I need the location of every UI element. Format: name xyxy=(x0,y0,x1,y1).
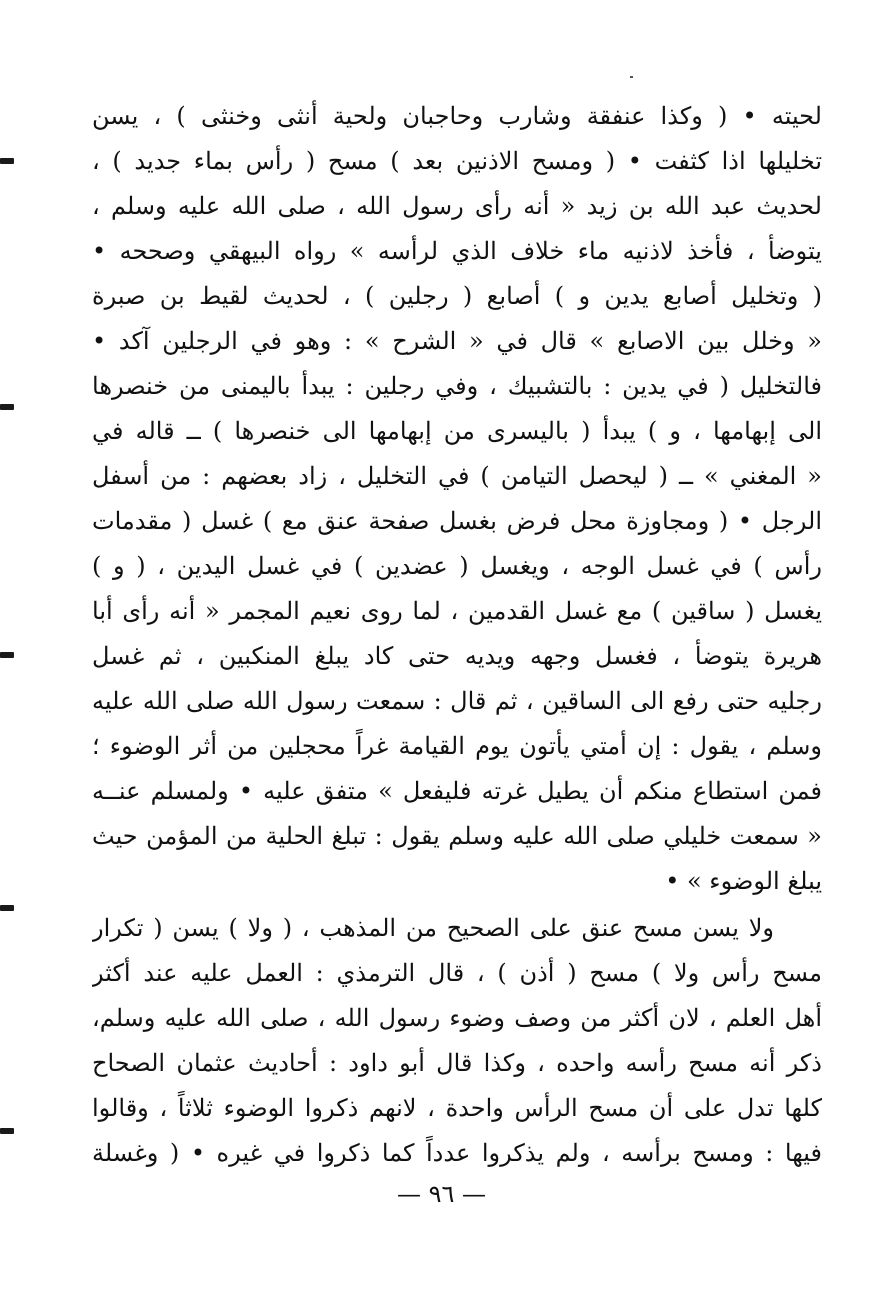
page-number: — ٩٦ — xyxy=(396,1180,487,1208)
text-line: فيها : ومسح برأسه ، ولم يذكروا عدداً كما ذكروا في غيره • ( وغسلة xyxy=(92,1139,822,1167)
text-line: مسح رأس ولا ) مسح ( أذن ) ، قال الترمذي : العمل عليه عند أكثر xyxy=(92,959,822,987)
binding-mark xyxy=(0,905,14,911)
text-line: وسلم ، يقول : إن أمتي يأتون يوم القيامة غراً محجلين من أثر الوضوء ؛ xyxy=(92,732,822,760)
paper-speck xyxy=(630,76,633,78)
text-line: يتوضأ ، فأخذ لاذنيه ماء خلاف الذي لرأسه » رواه البيهقي وصححه • xyxy=(92,237,822,265)
text-line: « سمعت خليلي صلى الله عليه وسلم يقول : تبلغ الحلية من المؤمن حيث xyxy=(92,822,822,850)
text-line: الى إبهامها ، و ) يبدأ ( باليسرى من إبهامها الى خنصرها ) ــ قاله في xyxy=(92,417,822,445)
text-line: فمن استطاع منكم أن يطيل غرته فليفعل » متفق عليه • ولمسلم عنــه xyxy=(92,777,822,805)
text-line: يغسل ( ساقين ) مع غسل القدمين ، لما روى نعيم المجمر « أنه رأى أبا xyxy=(92,597,822,625)
text-line: رأس ) في غسل الوجه ، ويغسل ( عضدين ) في غسل اليدين ، ( و ) xyxy=(92,552,822,580)
text-line: هريرة يتوضأ ، فغسل وجهه ويديه حتى كاد يبلغ المنكبين ، ثم غسل xyxy=(92,642,822,670)
paragraph-1 xyxy=(92,94,822,904)
text-line: رجليه حتى رفع الى الساقين ، ثم قال : سمعت رسول الله صلى الله عليه xyxy=(92,687,822,715)
text-line: كلها تدل على أن مسح الرأس واحدة ، لانهم ذكروا الوضوء ثلاثاً ، وقالوا xyxy=(92,1094,822,1122)
text-line: « وخلل بين الاصابع » قال في « الشرح » : وهو في الرجلين آكد • xyxy=(92,327,822,355)
binding-mark xyxy=(0,404,14,410)
text-line: تخليلها اذا كثفت • ( ومسح الاذنين بعد ) مسح ( رأس بماء جديد ) ، xyxy=(92,147,822,175)
binding-mark xyxy=(0,158,14,164)
paragraph-2 xyxy=(92,906,822,1176)
text-line: ذكر أنه مسح رأسه واحده ، وكذا قال أبو داود : أحاديث عثمان الصحاح xyxy=(92,1049,822,1077)
text-line: ( وتخليل أصابع يدين و ) أصابع ( رجلين ) ، لحديث لقيط بن صبرة xyxy=(92,282,822,310)
text-line: أهل العلم ، لان أكثر من وصف وضوء رسول الله ، صلى الله عليه وسلم، xyxy=(92,1004,822,1032)
text-line: الرجل • ( ومجاوزة محل فرض بغسل صفحة عنق مع ) غسل ( مقدمات xyxy=(92,507,822,535)
text-line: لحيته • ( وكذا عنفقة وشارب وحاجبان ولحية أنثى وخنثى ) ، يسن xyxy=(92,102,822,130)
text-line: يبلغ الوضوء » • xyxy=(665,867,822,895)
text-line: لحديث عبد الله بن زيد « أنه رأى رسول الله ، صلى الله عليه وسلم ، xyxy=(92,192,822,220)
text-line: « المغني » ــ ( ليحصل التيامن ) في التخليل ، زاد بعضهم : من أسفل xyxy=(92,462,822,490)
binding-mark xyxy=(0,1128,14,1134)
text-line: فالتخليل ( في يدين : بالتشبيك ، وفي رجلين : يبدأ باليمنى من خنصرها xyxy=(92,372,822,400)
binding-mark xyxy=(0,652,14,658)
text-line: ولا يسن مسح عنق على الصحيح من المذهب ، ( ولا ) يسن ( تكرار xyxy=(92,914,774,942)
